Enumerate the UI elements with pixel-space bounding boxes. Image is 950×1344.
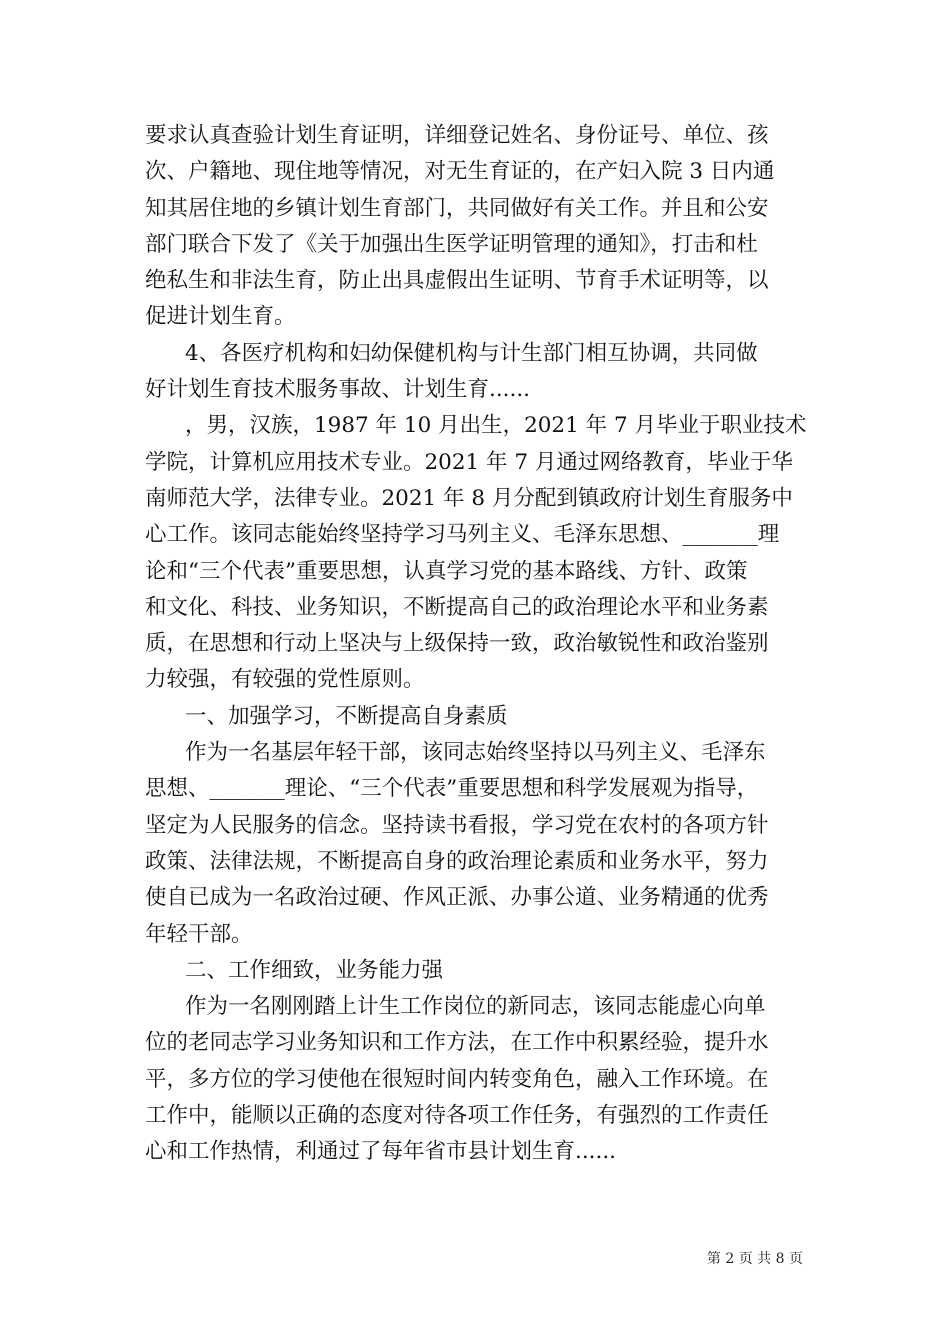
text-line: 部门联合下发了《关于加强出生医学证明管理的通知》，打击和杜 (145, 231, 758, 257)
text-line: 南师范大学，法律专业。2021 年 8 月分配到镇政府计划生育服务中 (145, 485, 793, 511)
text-line: 4、各医疗机构和妇幼保健机构与计生部门相互协调，共同做 (185, 340, 758, 366)
text-line: 位的老同志学习业务知识和工作方法，在工作中积累经验，提升水 (145, 1030, 769, 1056)
text-line: 力较强，有较强的党性原则。 (145, 667, 425, 693)
text-line: 和文化、科技、业务知识，不断提高自己的政治理论水平和业务素 (145, 594, 769, 620)
text-line: 坚定为人民服务的信念。坚持读书看报，学习党在农村的各项方针 (145, 812, 769, 838)
text-line: 年轻干部。 (145, 921, 253, 947)
document-body (145, 118, 805, 1171)
text-line: 作为一名基层年轻干部，该同志始终坚持以马列主义、毛泽东 (185, 740, 766, 766)
text-line: 学院，计算机应用技术专业。2021 年 7 月通过网络教育，毕业于华 (145, 449, 793, 475)
text-line: 政策、法律法规，不断提高自身的政治理论素质和业务水平，努力 (145, 848, 769, 874)
text-line: 心和工作热情，利通过了每年省市县计划生育...... (145, 1139, 617, 1165)
text-line: 论和“三个代表”重要思想，认真学习党的基本路线、方针、政策 (145, 558, 748, 584)
text-line: 知其居住地的乡镇计划生育部门，共同做好有关工作。并且和公安 (145, 195, 769, 221)
text-line: 使自已成为一名政治过硬、作风正派、办事公道、业务精通的优秀 (145, 885, 769, 911)
text-line: 思想、_______理论、“三个代表”重要思想和科学发展观为指导， (145, 776, 759, 802)
text-line: 工作中，能顺以正确的态度对待各项工作任务，有强烈的工作责任 (145, 1103, 769, 1129)
section-heading: 二、工作细致，业务能力强 (185, 957, 444, 983)
page-number: 第 2 页 共 8 页 (706, 1251, 803, 1267)
text-line: 平，多方位的学习使他在很短时间内转变角色，融入工作环境。在 (145, 1066, 769, 1092)
text-line: 次、户籍地、现住地等情况，对无生育证的，在产妇入院 3 日内通 (145, 159, 775, 185)
text-line: 好计划生育技术服务事故、计划生育...... (145, 377, 531, 403)
text-line: 促进计划生育。 (145, 304, 296, 330)
text-line: 要求认真查验计划生育证明，详细登记姓名、身份证号、单位、孩 (145, 123, 769, 148)
text-line: 绝私生和非法生育，防止出具虚假出生证明、节育手术证明等，以 (145, 268, 769, 294)
section-heading: 一、加强学习，不断提高自身素质 (185, 703, 508, 729)
text-line: 心工作。该同志能始终坚持学习马列主义、毛泽东思想、_______理 (145, 522, 780, 548)
text-line: 作为一名刚刚踏上计生工作岗位的新同志，该同志能虚心向单 (185, 994, 766, 1020)
text-line: 质，在思想和行动上坚决与上级保持一致，政治敏锐性和政治鉴别 (145, 631, 769, 657)
text-line: ，男，汉族，1987 年 10 月出生，2021 年 7 月毕业于职业技术 (185, 413, 807, 439)
